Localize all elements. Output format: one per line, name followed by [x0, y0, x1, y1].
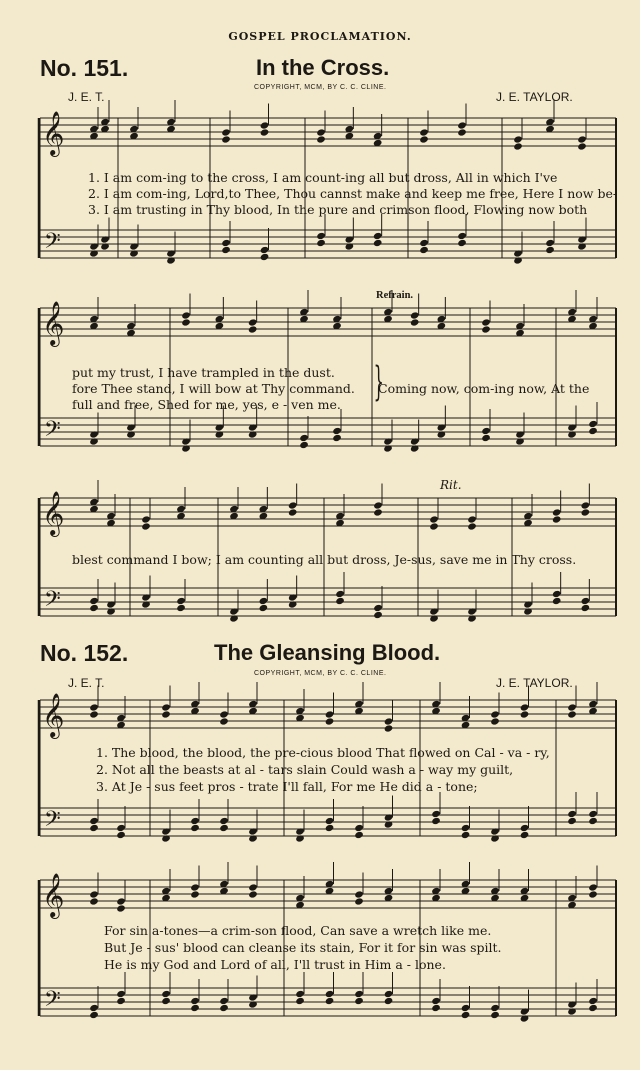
note-head	[89, 897, 99, 905]
note-head	[116, 824, 126, 832]
note-head	[419, 246, 429, 254]
note-head	[89, 604, 99, 612]
note-head	[481, 427, 491, 435]
note-head	[89, 710, 99, 718]
hymn-152-s1-verse-2: 2. Not all the beasts at al - tars slain Could wash a - way my guilt,	[96, 762, 514, 777]
hymn-151-s2-verse-3: full and free, Shed for me, yes, e - ven me.	[72, 397, 341, 412]
note-head	[552, 590, 562, 598]
note-head	[490, 710, 500, 718]
hymn-151-s2-verse-1: put my trust, I have trampled in the dust.	[72, 365, 335, 380]
note-head	[299, 434, 309, 442]
note-head	[116, 904, 126, 912]
note-head	[384, 997, 394, 1005]
note-head	[588, 890, 598, 898]
hymn-152-music-by: J. E. TAYLOR.	[496, 676, 573, 690]
clef-glyph: 𝄞	[42, 693, 65, 737]
note-head	[89, 703, 99, 711]
note-head	[457, 239, 467, 247]
note-head	[176, 597, 186, 605]
note-head	[481, 325, 491, 333]
note-head	[325, 717, 335, 725]
note-head	[431, 1004, 441, 1012]
lyrics-brace: }	[373, 359, 384, 405]
note-head	[520, 831, 530, 839]
note-head	[588, 810, 598, 818]
note-head	[467, 522, 477, 530]
note-head	[219, 717, 229, 725]
note-head	[429, 515, 439, 523]
clef-glyph: 𝄞	[42, 491, 65, 535]
note-head	[260, 128, 270, 136]
note-head	[248, 883, 258, 891]
note-head	[461, 824, 471, 832]
note-head	[567, 810, 577, 818]
note-head	[316, 135, 326, 143]
note-head	[577, 135, 587, 143]
note-head	[467, 515, 477, 523]
note-head	[581, 604, 591, 612]
note-head	[431, 997, 441, 1005]
hymn-152-s2-verse-3: He is my God and Lord of all, I'll trust in Him a - lone.	[104, 957, 446, 972]
note-head	[219, 824, 229, 832]
note-head	[373, 508, 383, 516]
note-head	[89, 824, 99, 832]
note-head	[567, 703, 577, 711]
hymn-151-s1-verse-3: 3. I am trusting in Thy blood, In the pure and crimson flood, Flowing now both	[88, 202, 588, 217]
hymn-151-s1-verse-2: 2. I am com-ing, Lord,to Thee, Thou cannst make and keep me free, Here I now be-	[88, 186, 618, 201]
note-head	[457, 232, 467, 240]
note-head	[588, 427, 598, 435]
note-head	[490, 1011, 500, 1019]
note-head	[335, 590, 345, 598]
note-head	[520, 824, 530, 832]
note-head	[190, 824, 200, 832]
note-head	[161, 990, 171, 998]
note-head	[259, 597, 269, 605]
note-head	[567, 710, 577, 718]
note-head	[116, 997, 126, 1005]
note-head	[429, 522, 439, 530]
note-head	[260, 121, 270, 129]
note-head	[141, 515, 151, 523]
note-head	[295, 997, 305, 1005]
note-head	[552, 515, 562, 523]
note-head	[190, 883, 200, 891]
note-head	[545, 239, 555, 247]
note-head	[248, 890, 258, 898]
note-head	[457, 128, 467, 136]
note-head	[410, 311, 420, 319]
note-head	[384, 990, 394, 998]
note-head	[141, 522, 151, 530]
note-head	[316, 128, 326, 136]
note-head	[384, 717, 394, 725]
note-head	[588, 997, 598, 1005]
note-head	[419, 135, 429, 143]
note-head	[513, 135, 523, 143]
note-head	[354, 897, 364, 905]
note-head	[89, 1011, 99, 1019]
note-head	[373, 501, 383, 509]
note-head	[116, 897, 126, 905]
note-head	[461, 1004, 471, 1012]
note-head	[295, 990, 305, 998]
hymn-151-s3-lyrics: blest command I bow; I am counting all but dross, Je-sus, save me in Thy cross.	[72, 552, 577, 567]
note-head	[221, 246, 231, 254]
note-head	[481, 318, 491, 326]
note-head	[461, 1011, 471, 1019]
note-head	[325, 710, 335, 718]
note-head	[288, 508, 298, 516]
hymn-151-s1-verse-1: 1. I am com-ing to the cross, I am count-ing all but dross, All in which I've	[88, 170, 558, 185]
note-head	[299, 441, 309, 449]
note-head	[577, 142, 587, 150]
note-head	[431, 817, 441, 825]
clef-glyph: 𝄞	[42, 873, 65, 917]
note-head	[581, 501, 591, 509]
note-head	[219, 1004, 229, 1012]
note-head	[161, 997, 171, 1005]
note-head	[219, 997, 229, 1005]
note-head	[581, 508, 591, 516]
note-head	[260, 253, 270, 261]
clef-glyph: 𝄞	[42, 301, 65, 345]
note-head	[354, 824, 364, 832]
note-head	[190, 997, 200, 1005]
note-head	[325, 824, 335, 832]
note-head	[431, 810, 441, 818]
note-head	[181, 318, 191, 326]
ritardando-mark: Rit.	[440, 478, 462, 492]
hymn-152-s2-verse-2: But Je - sus' blood can cleanse its stain, For it for sin was spilt.	[104, 940, 502, 955]
refrain-label: Refrain.	[376, 290, 414, 301]
clef-glyph: 𝄢	[44, 587, 61, 617]
note-head	[410, 318, 420, 326]
note-head	[384, 724, 394, 732]
note-head	[316, 239, 326, 247]
note-head	[248, 318, 258, 326]
clef-glyph: 𝄢	[44, 229, 61, 259]
note-head	[354, 997, 364, 1005]
hymn-152-words-by: J. E. T.	[68, 676, 105, 690]
note-head	[588, 817, 598, 825]
note-head	[552, 597, 562, 605]
note-head	[89, 890, 99, 898]
note-head	[221, 128, 231, 136]
note-head	[419, 128, 429, 136]
hymn-151-title: In the Cross.	[256, 55, 390, 80]
hymn-152-number: No. 152.	[40, 640, 129, 666]
note-head	[588, 1004, 598, 1012]
note-head	[581, 597, 591, 605]
note-head	[332, 427, 342, 435]
note-head	[325, 817, 335, 825]
note-head	[552, 508, 562, 516]
hymn-152-s1-verse-1: 1. The blood, the blood, the pre-cious blood That flowed on Cal - va - ry,	[96, 745, 550, 760]
note-head	[219, 710, 229, 718]
note-head	[190, 1004, 200, 1012]
note-head	[513, 142, 523, 150]
clef-glyph: 𝄞	[42, 111, 65, 155]
note-head	[520, 703, 530, 711]
note-head	[176, 604, 186, 612]
note-head	[373, 611, 383, 619]
note-head	[354, 890, 364, 898]
note-head	[260, 246, 270, 254]
note-head	[161, 703, 171, 711]
note-head	[335, 597, 345, 605]
note-head	[190, 817, 200, 825]
note-head	[325, 997, 335, 1005]
hymn-151-music-by: J. E. TAYLOR.	[496, 90, 573, 104]
note-head	[221, 135, 231, 143]
note-head	[116, 990, 126, 998]
hymn-152-copyright: COPYRIGHT, MCM, BY C. C. CLINE.	[254, 670, 387, 677]
note-head	[354, 990, 364, 998]
book-running-header: GOSPEL PROCLAMATION.	[228, 30, 412, 43]
note-head	[373, 232, 383, 240]
note-head	[89, 817, 99, 825]
clef-glyph: 𝄢	[44, 987, 61, 1017]
note-head	[373, 604, 383, 612]
clef-glyph: 𝄢	[44, 417, 61, 447]
note-head	[481, 434, 491, 442]
clef-glyph: 𝄢	[44, 807, 61, 837]
note-head	[116, 831, 126, 839]
note-head	[373, 239, 383, 247]
note-head	[288, 501, 298, 509]
note-head	[325, 990, 335, 998]
note-head	[457, 121, 467, 129]
note-head	[219, 817, 229, 825]
note-head	[248, 325, 258, 333]
note-head	[354, 831, 364, 839]
hymn-151-words-by: J. E. T.	[68, 90, 105, 104]
hymn-152-s1-verse-3: 3. At Je - sus feet pros - trate I'll fall, For me He did a - tone;	[96, 779, 478, 794]
hymn-152-s2-verse-1: For sin a-tones—a crim-son flood, Can save a wretch like me.	[104, 923, 492, 938]
note-head	[89, 597, 99, 605]
note-head	[461, 831, 471, 839]
note-head	[490, 1004, 500, 1012]
note-head	[419, 239, 429, 247]
note-head	[181, 311, 191, 319]
note-head	[490, 717, 500, 725]
note-head	[161, 710, 171, 718]
note-head	[588, 883, 598, 891]
note-head	[567, 817, 577, 825]
note-head	[259, 604, 269, 612]
note-head	[190, 890, 200, 898]
note-head	[520, 710, 530, 718]
note-head	[588, 420, 598, 428]
hymn-152-title: The Gleansing Blood.	[214, 640, 441, 665]
note-head	[332, 434, 342, 442]
hymn-151-refrain-lyric: Coming now, com-ing now, At the	[378, 381, 590, 396]
note-head	[316, 232, 326, 240]
hymn-151-number: No. 151.	[40, 55, 129, 81]
note-head	[545, 246, 555, 254]
hymn-151-copyright: COPYRIGHT, MCM, BY C. C. CLINE.	[254, 84, 387, 91]
hymn-151-s2-verse-2: fore Thee stand, I will bow at Thy command.	[72, 381, 355, 396]
note-head	[221, 239, 231, 247]
note-head	[89, 1004, 99, 1012]
